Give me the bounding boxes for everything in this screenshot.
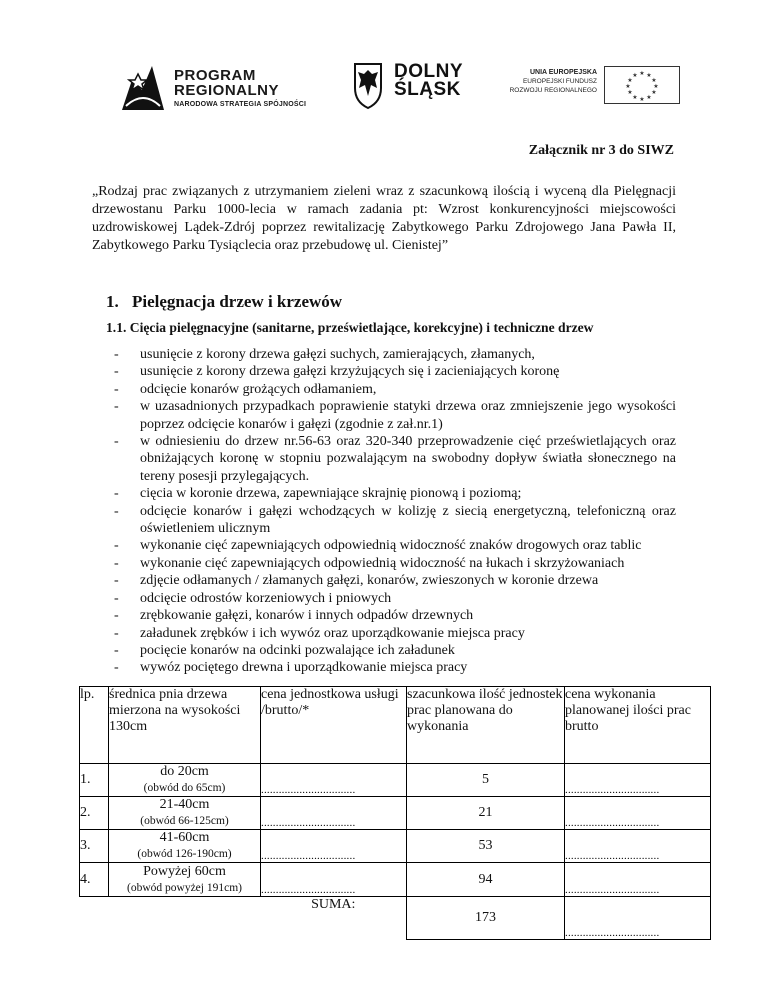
sum-label: SUMA: <box>311 897 356 912</box>
program-regionalny-mark-icon <box>118 60 168 114</box>
list-item: - odcięcie konarów i gałęzi wchodzących w kolizję z siecią energetyczną, telefoniczną oraz oświetleniem ulicznym <box>114 503 676 538</box>
eu-line2: EUROPEJSKI FUNDUSZ <box>522 78 597 85</box>
svg-text:★: ★ <box>639 70 645 77</box>
table-row <box>80 797 711 830</box>
pricing-table <box>79 686 711 940</box>
eu-line3: ROZWOJU REGIONALNEGO <box>509 87 597 94</box>
total-price-field[interactable]: ................................ <box>565 764 711 797</box>
diameter-value: Powyżej 60cm <box>143 863 226 879</box>
eagle-crest-icon <box>352 60 384 110</box>
row-quantity: 5 <box>407 764 565 797</box>
sum-total-field[interactable]: ................................ <box>565 897 711 940</box>
program-regionalny-logo <box>118 60 318 114</box>
list-item: - wykonanie cięć zapewniających odpowiednią widoczność znaków drogowych oraz tablic <box>114 537 676 554</box>
table-row <box>80 830 711 863</box>
row-quantity: 94 <box>407 863 565 897</box>
list-item: - odcięcie odrostów korzeniowych i pniowych <box>114 590 676 607</box>
header-lp: lp. <box>80 687 109 764</box>
dolny-slask-line1: DOLNY <box>394 61 463 82</box>
unit-price-field[interactable]: ................................ <box>261 764 407 797</box>
intro-paragraph: „Rodzaj prac związanych z utrzymaniem zieleni wraz z szacunkową ilością i wyceną dla Pielęgnacji drzewostanu Parku 1000-lecia w ramach zadania pt: Wzrost konkurencyjności miejscowości uzdrowiskowej Lądek-Zdrój poprzez rewitalizację Zabytkowego Parku Zdrojowego Jana Pawła II, Zabytkowego Parku Tysiąclecia oraz przebudowę ul. Cienistej” <box>92 184 676 253</box>
sum-quantity: 173 <box>407 897 565 940</box>
header-diameter: średnica pnia drzewa mierzona na wysokości 130cm <box>109 687 261 764</box>
eu-logo <box>510 62 680 110</box>
row-diameter <box>109 863 261 897</box>
total-price-field[interactable]: ................................ <box>565 797 711 830</box>
dolny-slask-logo <box>352 60 482 116</box>
unit-price-field[interactable]: ................................ <box>261 797 407 830</box>
svg-text:★: ★ <box>651 77 657 84</box>
svg-text:★: ★ <box>646 72 652 79</box>
svg-text:★: ★ <box>651 89 657 96</box>
row-lp: 4. <box>80 863 109 897</box>
unit-price-field[interactable]: ................................ <box>261 863 407 897</box>
list-item: - cięcia w koronie drzewa, zapewniające skrajnię pionową i poziomą; <box>114 485 676 502</box>
table-row <box>80 863 711 897</box>
header-quantity: szacunkowa ilość jednostek prac planowana do wykonania <box>407 687 565 764</box>
list-item: - pocięcie konarów na odcinki pozwalające ich załadunek <box>114 642 676 659</box>
list-item: - odcięcie konarów grożących odłamaniem, <box>114 381 676 398</box>
list-item: - zdjęcie odłamanych / złamanych gałęzi, konarów, zwieszonych w koronie drzewa <box>114 572 676 589</box>
list-item: - w odniesieniu do drzew nr.56-63 oraz 320-340 przeprowadzenie cięć prześwietlających oraz obniżających koronę w stopniu pozwalającym na swobodny dopływ światła słonecznego na tereny posesji przylegających. <box>114 433 676 485</box>
table-header-row <box>80 687 711 764</box>
row-diameter <box>109 764 261 797</box>
circumference-value: (obwód 66-125cm) <box>140 815 229 827</box>
section-heading <box>106 292 342 312</box>
svg-text:★: ★ <box>627 77 633 84</box>
section-title: Pielęgnacja drzew i krzewów <box>132 292 343 311</box>
svg-text:★: ★ <box>653 83 659 90</box>
eu-line1: UNIA EUROPEJSKA <box>529 69 597 76</box>
row-lp: 1. <box>80 764 109 797</box>
program-logo-line1: PROGRAM <box>174 67 256 84</box>
unit-price-field[interactable]: ................................ <box>261 830 407 863</box>
list-item: - usunięcie z korony drzewa gałęzi krzyżujących się i zacieniających koronę <box>114 363 676 380</box>
row-diameter <box>109 830 261 863</box>
list-item: - wywóz pociętego drewna i uporządkowanie miejsca pracy <box>114 659 676 676</box>
list-item: - wykonanie cięć zapewniających odpowiednią widoczność na łukach i skrzyżowaniach <box>114 555 676 572</box>
total-price-field[interactable]: ................................ <box>565 830 711 863</box>
row-lp: 2. <box>80 797 109 830</box>
diameter-value: do 20cm <box>160 764 209 779</box>
table-row <box>80 764 711 797</box>
list-item: - w uzasadnionych przypadkach poprawienie statyki drzewa oraz zmniejszenie jego wysokości poprzez odcięcie konarów i gałęzi (zgodnie z zał.nr.1) <box>114 398 676 433</box>
row-quantity: 21 <box>407 797 565 830</box>
section-number: 1. <box>106 292 119 311</box>
total-price-field[interactable]: ................................ <box>565 863 711 897</box>
svg-text:★: ★ <box>632 94 638 101</box>
circumference-value: (obwód powyżej 191cm) <box>127 881 242 894</box>
svg-text:★: ★ <box>632 72 638 79</box>
row-quantity: 53 <box>407 830 565 863</box>
work-list <box>114 346 676 677</box>
eu-flag-icon <box>604 66 680 104</box>
subsection-heading: 1.1. Cięcia pielęgnacyjne (sanitarne, prześwietlające, korekcyjne) i techniczne drzew <box>106 320 594 335</box>
list-item: - załadunek zrębków i ich wywóz oraz uporządkowanie miejsca pracy <box>114 625 676 642</box>
svg-text:★: ★ <box>627 89 633 96</box>
svg-text:★: ★ <box>646 94 652 101</box>
diameter-value: 21-40cm <box>159 797 210 812</box>
header-total: cena wykonania planowanej ilości prac brutto <box>565 687 711 764</box>
annex-title: Załącznik nr 3 do SIWZ <box>528 143 674 158</box>
svg-text:★: ★ <box>625 83 631 90</box>
row-lp: 3. <box>80 830 109 863</box>
program-logo-line2: REGIONALNY <box>174 82 280 99</box>
row-diameter <box>109 797 261 830</box>
diameter-value: 41-60cm <box>159 830 210 845</box>
circumference-value: (obwód 126-190cm) <box>137 848 232 860</box>
program-logo-line3: NARODOWA STRATEGIA SPÓJNOŚCI <box>174 101 307 108</box>
list-item: - usunięcie z korony drzewa gałęzi suchych, zamierających, złamanych, <box>114 346 676 363</box>
dolny-slask-line2: ŚLĄSK <box>394 79 461 100</box>
svg-text:★: ★ <box>639 96 645 103</box>
circumference-value: (obwód do 65cm) <box>143 782 226 794</box>
logo-bar <box>0 58 768 118</box>
header-unit-price: cena jednostkowa usługi /brutto/* <box>261 687 407 764</box>
list-item: - zrębkowanie gałęzi, konarów i innych odpadów drzewnych <box>114 607 676 624</box>
sum-row <box>80 897 711 940</box>
